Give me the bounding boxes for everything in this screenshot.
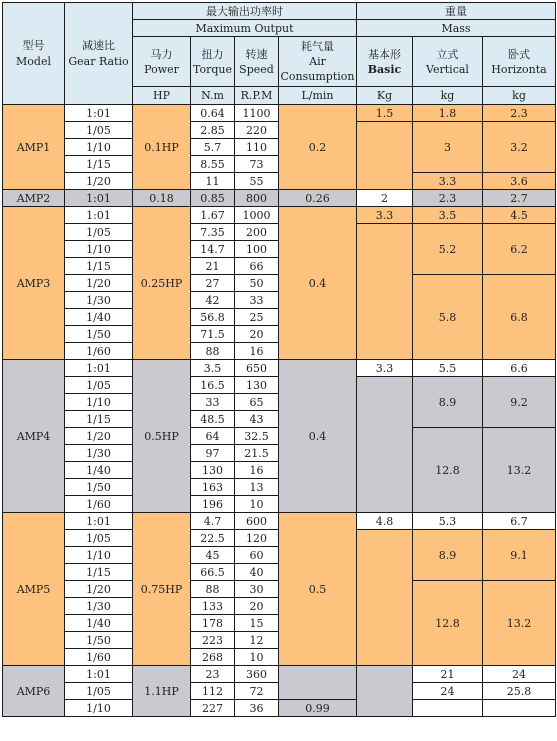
basic-mass-value: 4.8 bbox=[357, 513, 413, 530]
basic-mass-value bbox=[357, 666, 413, 717]
torque-value: 71.5 bbox=[191, 326, 235, 343]
torque-value: 45 bbox=[191, 547, 235, 564]
vertical-mass-value bbox=[413, 700, 483, 717]
vertical-mass-value: 8.9 bbox=[413, 530, 483, 581]
speed-value: 100 bbox=[235, 241, 279, 258]
torque-value: 88 bbox=[191, 581, 235, 598]
torque-value: 112 bbox=[191, 683, 235, 700]
torque-value: 2.85 bbox=[191, 122, 235, 139]
gear-ratio: 1/10 bbox=[65, 700, 133, 717]
weight-header-cn: 重量 bbox=[357, 3, 556, 20]
vertical-mass-value: 1.8 bbox=[413, 105, 483, 122]
power-value: 0.75HP bbox=[133, 513, 191, 666]
torque-value: 64 bbox=[191, 428, 235, 445]
speed-value: 600 bbox=[235, 513, 279, 530]
gear-ratio: 1/10 bbox=[65, 547, 133, 564]
gear-ratio: 1/40 bbox=[65, 309, 133, 326]
speed-value: 32.5 bbox=[235, 428, 279, 445]
speed-value: 12 bbox=[235, 632, 279, 649]
vertical-header bbox=[413, 37, 483, 87]
model-header-en: Model bbox=[16, 54, 51, 68]
unit-basic: Kg bbox=[357, 87, 413, 105]
torque-header-en: Torque bbox=[193, 62, 232, 76]
air-header-en: Air Consumption bbox=[280, 55, 355, 83]
basic-mass-value: 3.3 bbox=[357, 360, 413, 377]
speed-header-cn: 转速 bbox=[245, 47, 268, 61]
torque-value: 66.5 bbox=[191, 564, 235, 581]
unit-torque: N.m bbox=[191, 87, 235, 105]
gear-ratio: 1/20 bbox=[65, 428, 133, 445]
horizontal-mass-value: 13.2 bbox=[483, 581, 556, 666]
torque-value: 97 bbox=[191, 445, 235, 462]
unit-horizontal: kg bbox=[483, 87, 556, 105]
horizontal-mass-value: 13.2 bbox=[483, 428, 556, 513]
speed-value: 110 bbox=[235, 139, 279, 156]
torque-header-cn: 扭力 bbox=[201, 47, 224, 61]
unit-vertical: kg bbox=[413, 87, 483, 105]
torque-value: 1.67 bbox=[191, 207, 235, 224]
horizontal-mass-value: 9.2 bbox=[483, 377, 556, 428]
model-name: AMP3 bbox=[3, 207, 65, 360]
gear-ratio: 1/10 bbox=[65, 241, 133, 258]
speed-value: 36 bbox=[235, 700, 279, 717]
speed-value: 43 bbox=[235, 411, 279, 428]
gear-ratio: 1:01 bbox=[65, 207, 133, 224]
gear-ratio: 1/15 bbox=[65, 156, 133, 173]
vertical-mass-value: 8.9 bbox=[413, 377, 483, 428]
vertical-header-cn: 立式 bbox=[436, 47, 459, 61]
model-name: AMP5 bbox=[3, 513, 65, 666]
basic-mass-value bbox=[357, 224, 413, 360]
gear-ratio: 1/20 bbox=[65, 275, 133, 292]
ratio-header-en: Gear Ratio bbox=[68, 54, 129, 68]
basic-header bbox=[357, 37, 413, 87]
air-consumption-value: 0.4 bbox=[279, 207, 357, 360]
gear-ratio: 1/60 bbox=[65, 496, 133, 513]
torque-value: 196 bbox=[191, 496, 235, 513]
speed-value: 21.5 bbox=[235, 445, 279, 462]
vertical-mass-value: 5.2 bbox=[413, 224, 483, 275]
basic-mass-value bbox=[357, 377, 413, 513]
vertical-mass-value: 5.5 bbox=[413, 360, 483, 377]
gear-ratio: 1:01 bbox=[65, 190, 133, 207]
horizontal-header-en: Horizonta bbox=[491, 62, 547, 76]
air-consumption-value: 0.26 bbox=[279, 190, 357, 207]
gear-ratio: 1/05 bbox=[65, 224, 133, 241]
air-consumption-value: 0.4 bbox=[279, 360, 357, 513]
gear-ratio: 1/05 bbox=[65, 530, 133, 547]
basic-mass-value bbox=[357, 122, 413, 190]
torque-value: 27 bbox=[191, 275, 235, 292]
power-header-en: Power bbox=[144, 62, 179, 76]
model-name: AMP1 bbox=[3, 105, 65, 190]
model-name: AMP4 bbox=[3, 360, 65, 513]
speed-value: 200 bbox=[235, 224, 279, 241]
gear-ratio: 1/10 bbox=[65, 394, 133, 411]
vertical-mass-value: 3 bbox=[413, 122, 483, 173]
torque-value: 163 bbox=[191, 479, 235, 496]
vertical-mass-value: 5.8 bbox=[413, 275, 483, 360]
horizontal-mass-value: 3.6 bbox=[483, 173, 556, 190]
power-value: 1.1HP bbox=[133, 666, 191, 717]
vertical-mass-value: 12.8 bbox=[413, 428, 483, 513]
ratio-header-cn: 减速比 bbox=[82, 38, 115, 52]
torque-value: 5.7 bbox=[191, 139, 235, 156]
speed-value: 16 bbox=[235, 343, 279, 360]
speed-value: 20 bbox=[235, 326, 279, 343]
table-row bbox=[3, 190, 556, 207]
unit-air: L/min bbox=[279, 87, 357, 105]
unit-speed: R.P.M bbox=[235, 87, 279, 105]
gear-ratio: 1/50 bbox=[65, 632, 133, 649]
basic-mass-value bbox=[357, 530, 413, 666]
gear-ratio: 1/15 bbox=[65, 564, 133, 581]
unit-power: HP bbox=[133, 87, 191, 105]
gear-ratio: 1/60 bbox=[65, 343, 133, 360]
speed-value: 130 bbox=[235, 377, 279, 394]
speed-value: 10 bbox=[235, 649, 279, 666]
max-output-header-cn: 最大输出功率时 bbox=[133, 3, 357, 20]
gear-ratio: 1/30 bbox=[65, 598, 133, 615]
horizontal-header bbox=[483, 37, 556, 87]
torque-value: 16.5 bbox=[191, 377, 235, 394]
speed-value: 120 bbox=[235, 530, 279, 547]
torque-value: 11 bbox=[191, 173, 235, 190]
weight-header-en: Mass bbox=[357, 20, 556, 37]
speed-value: 1000 bbox=[235, 207, 279, 224]
torque-header bbox=[191, 37, 235, 87]
gear-ratio: 1:01 bbox=[65, 360, 133, 377]
torque-value: 21 bbox=[191, 258, 235, 275]
torque-value: 8.55 bbox=[191, 156, 235, 173]
gear-ratio: 1/15 bbox=[65, 258, 133, 275]
power-value: 0.1HP bbox=[133, 105, 191, 190]
speed-value: 60 bbox=[235, 547, 279, 564]
vertical-mass-value: 12.8 bbox=[413, 581, 483, 666]
horizontal-header-cn: 卧式 bbox=[508, 47, 531, 61]
torque-value: 42 bbox=[191, 292, 235, 309]
speed-value: 650 bbox=[235, 360, 279, 377]
torque-value: 223 bbox=[191, 632, 235, 649]
vertical-mass-value: 21 bbox=[413, 666, 483, 683]
speed-value: 33 bbox=[235, 292, 279, 309]
gear-ratio: 1/30 bbox=[65, 292, 133, 309]
horizontal-mass-value: 6.2 bbox=[483, 224, 556, 275]
air-consumption-value: 0.5 bbox=[279, 513, 357, 666]
gear-ratio: 1/50 bbox=[65, 326, 133, 343]
speed-value: 13 bbox=[235, 479, 279, 496]
horizontal-mass-value: 24 bbox=[483, 666, 556, 683]
vertical-mass-value: 5.3 bbox=[413, 513, 483, 530]
speed-value: 15 bbox=[235, 615, 279, 632]
horizontal-mass-value: 2.3 bbox=[483, 105, 556, 122]
table-row bbox=[3, 207, 556, 224]
horizontal-mass-value: 3.2 bbox=[483, 122, 556, 173]
gear-ratio: 1/30 bbox=[65, 445, 133, 462]
speed-value: 72 bbox=[235, 683, 279, 700]
model-name: AMP2 bbox=[3, 190, 65, 207]
air-header bbox=[279, 37, 357, 87]
speed-value: 1100 bbox=[235, 105, 279, 122]
torque-value: 130 bbox=[191, 462, 235, 479]
speed-value: 50 bbox=[235, 275, 279, 292]
vertical-header-en: Vertical bbox=[426, 62, 469, 76]
speed-value: 360 bbox=[235, 666, 279, 683]
speed-value: 220 bbox=[235, 122, 279, 139]
horizontal-mass-value: 2.7 bbox=[483, 190, 556, 207]
horizontal-mass-value: 9.1 bbox=[483, 530, 556, 581]
gear-ratio: 1/60 bbox=[65, 649, 133, 666]
torque-value: 88 bbox=[191, 343, 235, 360]
model-header-cn: 型号 bbox=[22, 38, 45, 52]
air-header-cn: 耗气量 bbox=[301, 40, 334, 53]
speed-value: 10 bbox=[235, 496, 279, 513]
table-row bbox=[3, 513, 556, 530]
horizontal-mass-value: 4.5 bbox=[483, 207, 556, 224]
model-name: AMP6 bbox=[3, 666, 65, 717]
gear-ratio: 1/40 bbox=[65, 462, 133, 479]
basic-mass-value: 3.3 bbox=[357, 207, 413, 224]
gear-ratio: 1/15 bbox=[65, 411, 133, 428]
vertical-mass-value: 2.3 bbox=[413, 190, 483, 207]
table-row bbox=[3, 360, 556, 377]
torque-value: 268 bbox=[191, 649, 235, 666]
vertical-mass-value: 24 bbox=[413, 683, 483, 700]
torque-value: 227 bbox=[191, 700, 235, 717]
speed-value: 73 bbox=[235, 156, 279, 173]
table-row bbox=[3, 105, 556, 122]
air-consumption-value: 0.2 bbox=[279, 105, 357, 190]
torque-value: 22.5 bbox=[191, 530, 235, 547]
gear-ratio: 1/05 bbox=[65, 683, 133, 700]
gear-ratio: 1/20 bbox=[65, 581, 133, 598]
gear-ratio: 1/50 bbox=[65, 479, 133, 496]
ratio-header bbox=[65, 3, 133, 105]
speed-value: 20 bbox=[235, 598, 279, 615]
horizontal-mass-value bbox=[483, 700, 556, 717]
gear-ratio: 1/05 bbox=[65, 377, 133, 394]
basic-mass-value: 1.5 bbox=[357, 105, 413, 122]
speed-value: 66 bbox=[235, 258, 279, 275]
gear-ratio: 1/20 bbox=[65, 173, 133, 190]
horizontal-mass-value: 25.8 bbox=[483, 683, 556, 700]
basic-mass-value: 2 bbox=[357, 190, 413, 207]
power-header-cn: 马力 bbox=[150, 47, 173, 61]
table-row bbox=[3, 700, 556, 717]
torque-value: 14.7 bbox=[191, 241, 235, 258]
gear-ratio: 1/10 bbox=[65, 139, 133, 156]
table-row bbox=[3, 666, 556, 683]
speed-value: 55 bbox=[235, 173, 279, 190]
horizontal-mass-value: 6.7 bbox=[483, 513, 556, 530]
gear-ratio: 1:01 bbox=[65, 666, 133, 683]
vertical-mass-value: 3.3 bbox=[413, 173, 483, 190]
air-consumption-value bbox=[279, 666, 357, 700]
power-value: 0.5HP bbox=[133, 360, 191, 513]
torque-value: 133 bbox=[191, 598, 235, 615]
vertical-mass-value: 3.5 bbox=[413, 207, 483, 224]
speed-header bbox=[235, 37, 279, 87]
speed-value: 25 bbox=[235, 309, 279, 326]
basic-header-cn: 基本形 bbox=[368, 47, 401, 61]
torque-value: 56.8 bbox=[191, 309, 235, 326]
torque-value: 7.35 bbox=[191, 224, 235, 241]
torque-value: 33 bbox=[191, 394, 235, 411]
horizontal-mass-value: 6.6 bbox=[483, 360, 556, 377]
speed-value: 30 bbox=[235, 581, 279, 598]
gear-ratio: 1/40 bbox=[65, 615, 133, 632]
torque-value: 178 bbox=[191, 615, 235, 632]
torque-value: 23 bbox=[191, 666, 235, 683]
horizontal-mass-value: 6.8 bbox=[483, 275, 556, 360]
spec-table bbox=[2, 2, 556, 717]
torque-value: 48.5 bbox=[191, 411, 235, 428]
power-value: 0.18 bbox=[133, 190, 191, 207]
speed-value: 40 bbox=[235, 564, 279, 581]
speed-value: 16 bbox=[235, 462, 279, 479]
basic-header-en: Basic bbox=[367, 62, 402, 76]
speed-header-en: Speed bbox=[239, 62, 274, 76]
gear-ratio: 1/05 bbox=[65, 122, 133, 139]
model-header bbox=[3, 3, 65, 105]
air-consumption-value: 0.99 bbox=[279, 700, 357, 717]
torque-value: 3.5 bbox=[191, 360, 235, 377]
speed-value: 800 bbox=[235, 190, 279, 207]
torque-value: 4.7 bbox=[191, 513, 235, 530]
speed-value: 65 bbox=[235, 394, 279, 411]
torque-value: 0.85 bbox=[191, 190, 235, 207]
power-value: 0.25HP bbox=[133, 207, 191, 360]
max-output-header-en: Maximum Output bbox=[133, 20, 357, 37]
gear-ratio: 1:01 bbox=[65, 105, 133, 122]
power-header bbox=[133, 37, 191, 87]
gear-ratio: 1:01 bbox=[65, 513, 133, 530]
torque-value: 0.64 bbox=[191, 105, 235, 122]
